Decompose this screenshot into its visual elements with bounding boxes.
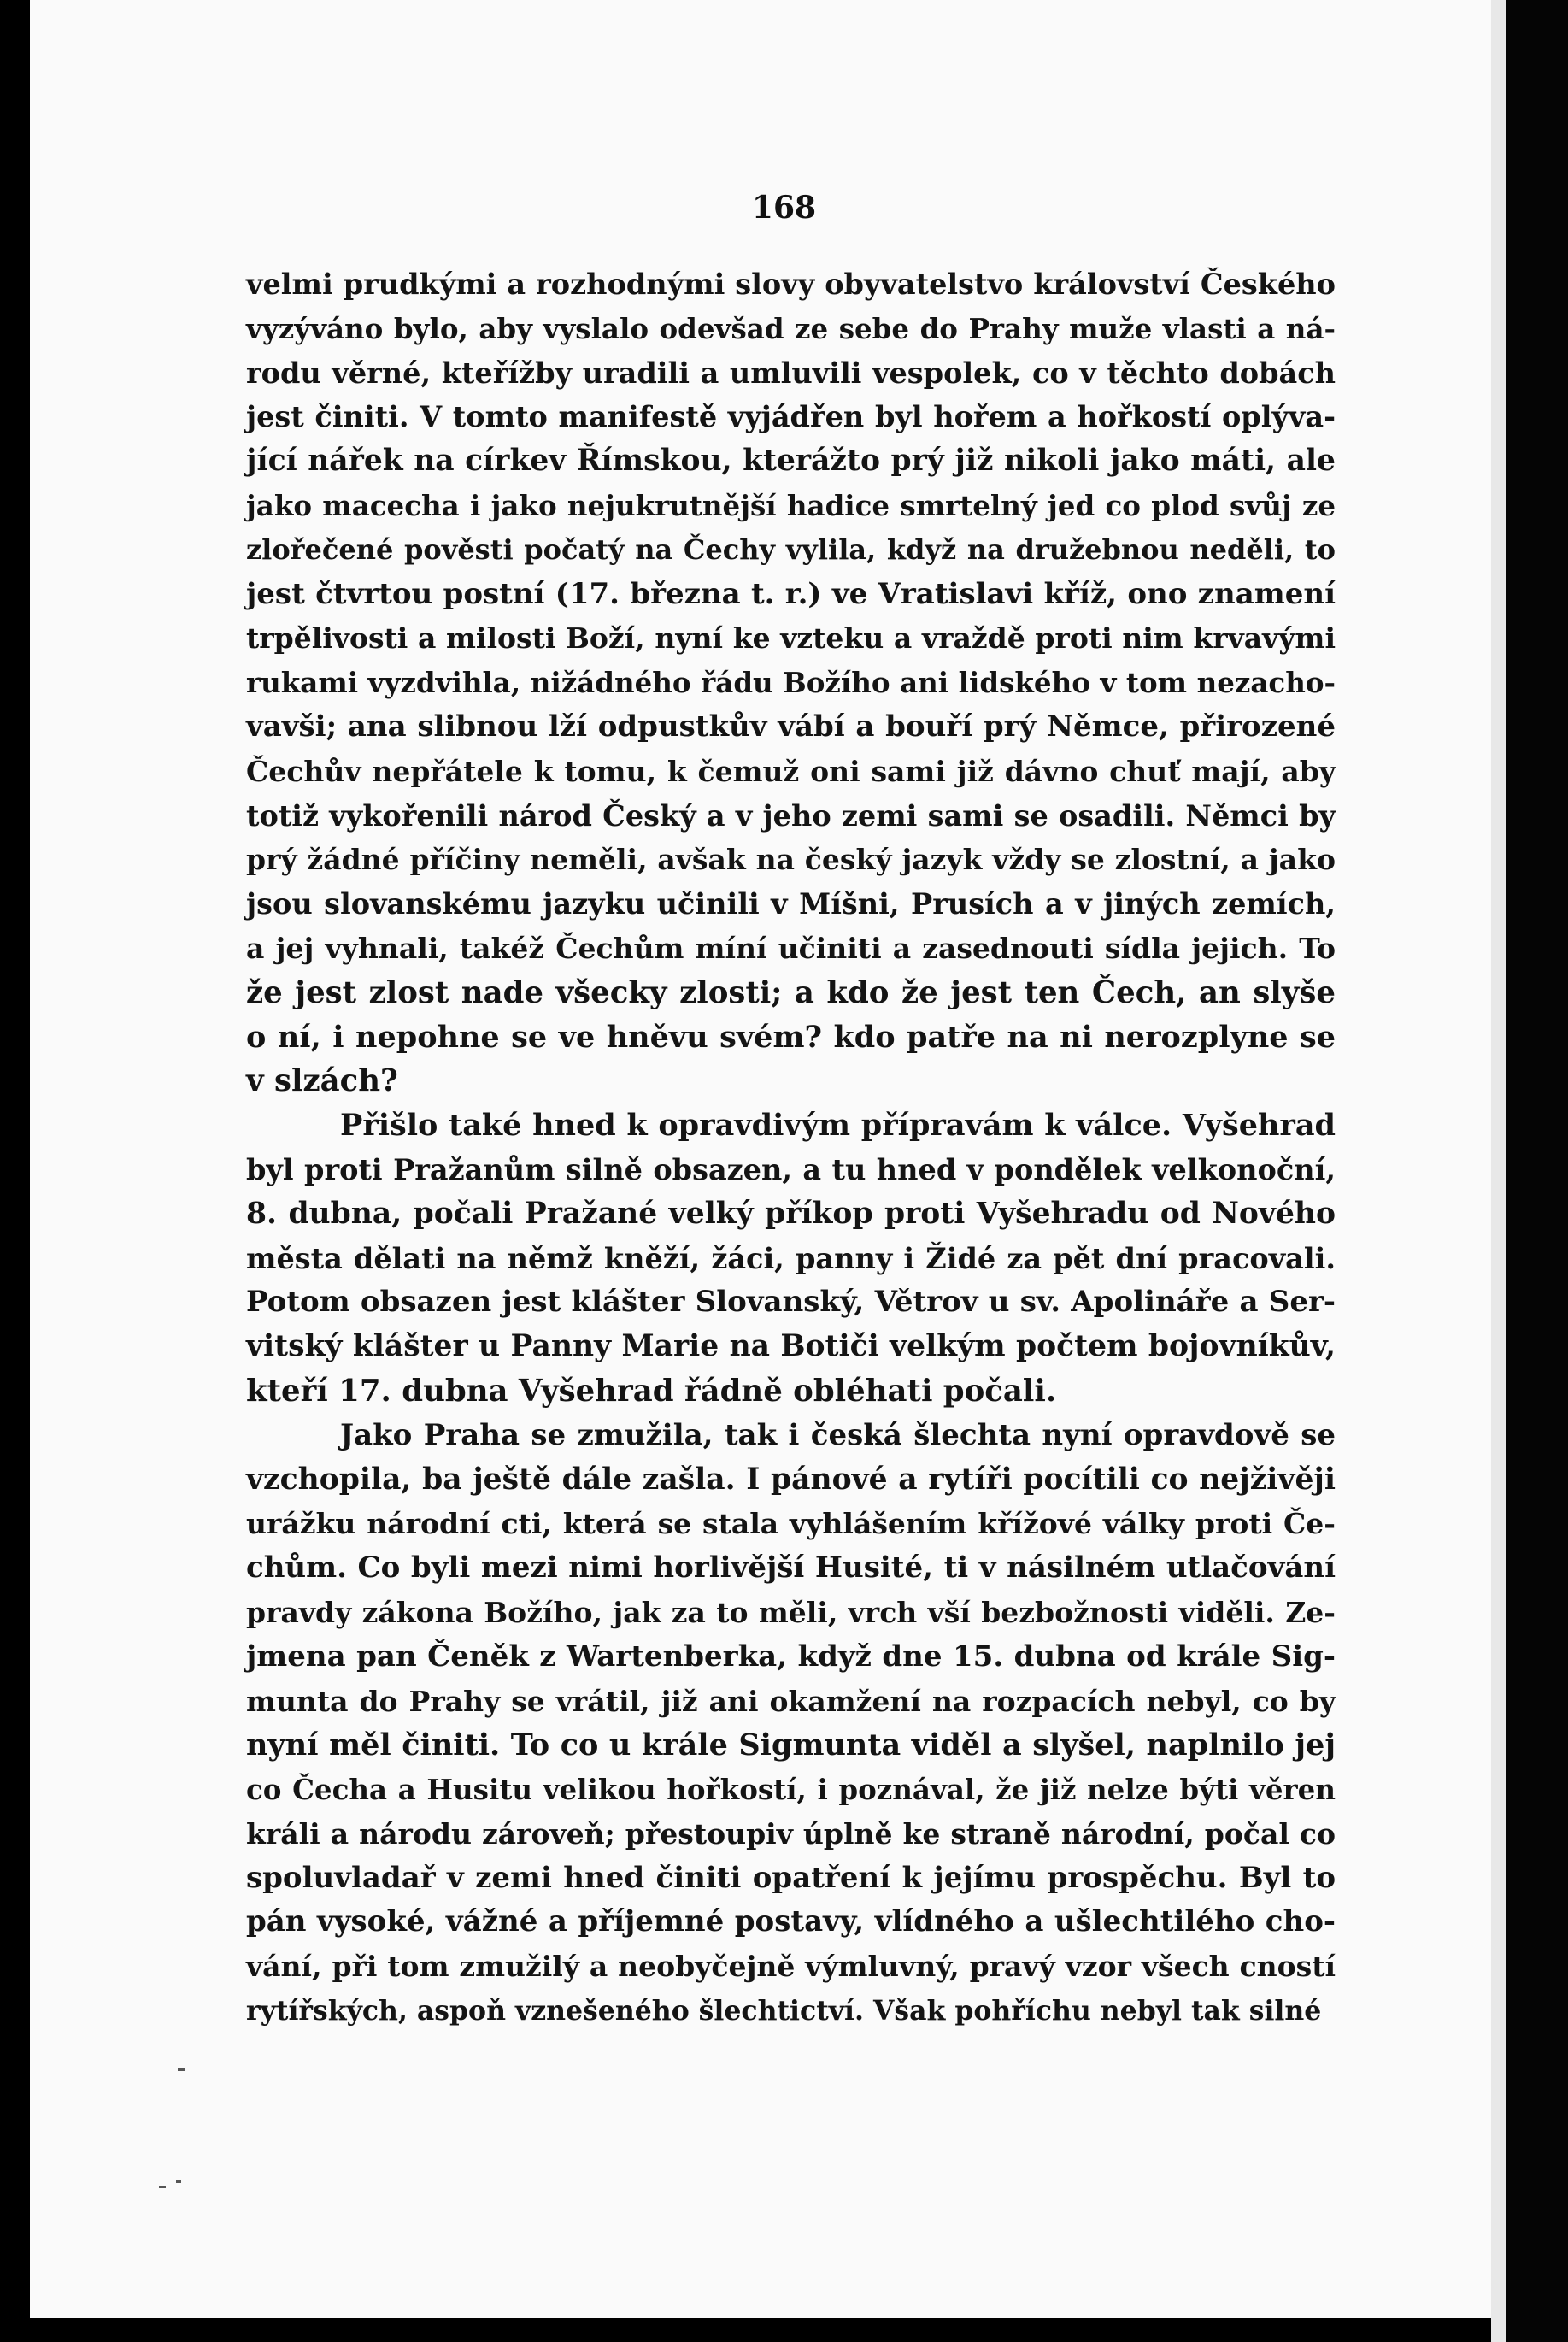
text-line: jest činiti. V tomto manifestě vyjádřen byl hořem a hořkostí oplýva-	[246, 400, 1336, 434]
scan-speck	[178, 2068, 185, 2071]
text-line: jsou slovanskému jazyku učinili v Míšni, Prusích a v jiných zemích,	[246, 887, 1336, 921]
text-line: jící nářek na církev Římskou, kterážto prý již nikoli jako máti, ale	[246, 444, 1336, 479]
text-line: rodu věrné, kteřížby uradili a umluvili vespolek, co v těchto dobách	[246, 356, 1336, 390]
text-line: vavši; ana slibnou lží odpustkův vábí a bouří prý Němce, přirozené	[246, 709, 1336, 744]
text-line: co Čecha a Husitu velikou hořkostí, i poznával, že již nelze býti věren	[246, 1773, 1336, 1807]
text-line: králi a národu zároveň; přestoupiv úplně ke straně národní, počal co	[246, 1816, 1336, 1851]
page-edge	[1491, 0, 1506, 2342]
text-line: města dělati na němž kněží, žáci, panny i Židé za pět dní pracovali.	[246, 1241, 1336, 1275]
scan-speck	[159, 2186, 166, 2188]
text-line: vitský klášter u Panny Marie na Botiči velkým počtem bojovníkův,	[246, 1329, 1336, 1364]
text-line: kteří 17. dubna Vyšehrad řádně obléhati počali.	[246, 1373, 1057, 1409]
text-line: chům. Co byli mezi nimi horlivější Husité, ti v násilném utlačování	[246, 1551, 1336, 1586]
scan-speck	[176, 2180, 181, 2183]
text-line: rukami vyzdvihla, nižádného řádu Božího ani lidského v tom nezacho-	[246, 666, 1336, 700]
text-line: a jej vyhnali, takéž Čechům míní učiniti a zasednouti sídla jejich. To	[246, 931, 1336, 965]
text-line: rytířských, aspoň vznešeného šlechtictví. Však pohříchu nebyl tak silné	[246, 1995, 1322, 2027]
paragraph	[246, 1103, 1336, 1414]
text-line: jako macecha i jako nejukrutnější hadice smrtelný jed co plod svůj ze	[246, 488, 1336, 522]
text-line: nyní měl činiti. To co u krále Sigmunta viděl a slyšel, naplnilo jej	[246, 1727, 1336, 1763]
text-line: v slzách?	[246, 1063, 398, 1099]
text-line: 8. dubna, počali Pražané velký příkop proti Vyšehradu od Nového	[246, 1196, 1336, 1231]
scan-border	[1506, 0, 1568, 2342]
text-line: trpělivosti a milosti Boží, nyní ke vzteku a vraždě proti nim krvavými	[246, 621, 1336, 656]
text-line: Přišlo také hned k opravdivým přípravám k válce. Vyšehrad	[340, 1108, 1336, 1144]
text-line: velmi prudkými a rozhodnými slovy obyvatelstvo království Českého	[246, 268, 1336, 301]
text-line: Čechův nepřátele k tomu, k čemuž oni sami již dávno chuť mají, aby	[246, 754, 1336, 788]
text-line: pravdy zákona Božího, jak za to měli, vrch vší bezbožnosti viděli. Ze-	[246, 1595, 1336, 1629]
text-line: urážku národní cti, která se stala vyhlášením křížové války proti Če-	[246, 1507, 1336, 1541]
text-line: prý žádné příčiny neměli, avšak na český jazyk vždy se zlostní, a jako	[246, 843, 1336, 877]
paragraph	[246, 262, 1336, 1103]
text-line: pán vysoké, vážné a příjemné postavy, vlídného a ušlechtilého cho-	[246, 1904, 1336, 1939]
text-line: že jest zlost nade všecky zlosti; a kdo že jest ten Čech, an slyše	[246, 974, 1336, 1010]
text-line: zlořečené pověsti počatý na Čechy vylila, když na družebnou neděli, to	[246, 533, 1336, 566]
text-line: byl proti Pražanům silně obsazen, a tu hned v pondělek velkonoční,	[246, 1152, 1336, 1186]
text-line: totiž vykořenili národ Český a v jeho zemi sami se osadili. Němci by	[246, 798, 1336, 833]
text-line: spoluvladař v zemi hned činiti opatření k jejímu prospěchu. Byl to	[246, 1860, 1336, 1895]
text-line: vání, při tom zmužilý a neobyčejně výmluvný, pravý vzor všech cností	[246, 1950, 1336, 1984]
text-line: vzchopila, ba ještě dále zašla. I pánové a rytíři pocítili co nejživěji	[246, 1462, 1336, 1497]
text-line: vyzýváno bylo, aby vyslalo odevšad ze sebe do Prahy muže vlasti a ná-	[246, 311, 1336, 345]
text-line: munta do Prahy se vrátil, již ani okamžení na rozpacích nebyl, co by	[246, 1684, 1336, 1718]
paragraph	[246, 1414, 1336, 2033]
text-line: jmena pan Čeněk z Wartenberka, když dne 15. dubna od krále Sig-	[246, 1639, 1336, 1674]
body-text	[246, 262, 1336, 2033]
text-line: jest čtvrtou postní (17. března t. r.) ve Vratislavi kříž, ono znamení	[246, 576, 1336, 611]
page-number: 168	[751, 190, 817, 226]
text-line: Potom obsazen jest klášter Slovanský, Větrov u sv. Apolináře a Ser-	[246, 1285, 1336, 1320]
text-line: o ní, i nepohne se ve hněvu svém? kdo patře na ni nerozplyne se	[246, 1019, 1336, 1055]
text-line: Jako Praha se zmužila, tak i česká šlechta nyní opravdově se	[340, 1417, 1336, 1452]
